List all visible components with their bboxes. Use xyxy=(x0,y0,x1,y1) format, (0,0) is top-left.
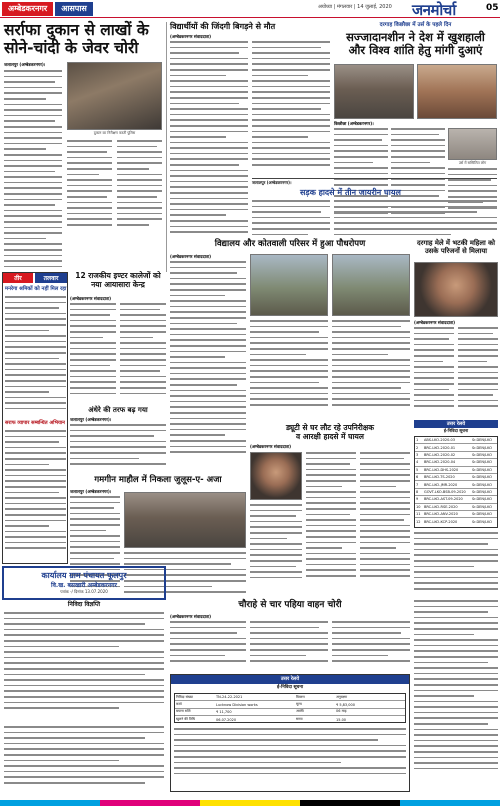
jewellery-shop-photo xyxy=(67,62,162,130)
table-row: 4 BRC-LKO-2020-04 Sr.DEN/LKO xyxy=(415,459,497,466)
duty-story-headline xyxy=(250,424,410,441)
road-story-text-1 xyxy=(252,200,330,240)
procession-photo xyxy=(124,492,246,548)
duty-dateline-wrap xyxy=(250,444,410,452)
lead-headline xyxy=(4,22,174,58)
student-story-dateline: (अम्बेडकरनगर संवाददाता) xyxy=(170,34,212,39)
table-row: कार्य Lucknow Division works मूल्य ₹ 5,83,000 xyxy=(175,701,405,708)
duty-photo xyxy=(250,452,302,500)
gathering-headline-line-1: सज्जादानशीन ने देश में खुशहाली xyxy=(346,30,485,44)
section-city-tag: अम्बेडकरनगर xyxy=(2,2,53,16)
road-story-text-2 xyxy=(334,200,497,240)
table-row: 9 BRC-LKO-AST-09-2020 Sr.DEN/LKO xyxy=(415,496,497,503)
table-row: 8 GOVT-LKO-BSB-09-2020 Sr.DEN/LKO xyxy=(415,489,497,496)
sidebar-text-2 xyxy=(5,430,66,560)
lead-headline-line-2: सोने-चांदी के जेवर चोरी xyxy=(4,38,139,57)
school-story-headline: विद्यालय और कोतवाली परिसर में हुआ पौधरोपण xyxy=(214,239,366,249)
school-photo-1 xyxy=(250,254,328,316)
blind-text xyxy=(70,424,166,472)
tender-right-sub: ई-निविदा सूचना xyxy=(443,428,469,433)
school-dateline: (अम्बेडकरनगर संवाददाता) xyxy=(170,254,212,259)
duty-text-2 xyxy=(360,452,410,592)
dargah-mela-photo xyxy=(414,262,498,317)
theft-text-2 xyxy=(250,621,328,671)
section-area-tag: आसपास xyxy=(55,2,93,16)
computer-text-1 xyxy=(70,303,116,403)
notice-heading: कार्यालय ग्राम पंचायत फूलपुर xyxy=(41,571,127,580)
dargah-headline-line-2: उसके परिजनों से मिलाया xyxy=(424,246,488,255)
sidebar-label: तीर xyxy=(3,273,33,283)
issue-date: अयोध्या | मंगलवार | 14 जुलाई, 2020 xyxy=(318,4,392,10)
school-text-2 xyxy=(250,320,328,420)
computer-story-headline xyxy=(70,272,166,289)
tender-right-heading: उत्तर रेलवे xyxy=(414,420,498,428)
gathering-photo-left xyxy=(334,64,414,119)
computer-headline-line-2: नया आयासारा केन्द्र xyxy=(91,279,145,289)
section-rule xyxy=(252,178,497,179)
computer-dateline: (अम्बेडकरनगर संवाददाता) xyxy=(70,296,112,301)
lead-dateline: जलालपुर (अम्बेडकरनगर)। xyxy=(4,62,46,67)
notice-sub: वि.ख. बसखारी अम्बेडकरनगर xyxy=(51,582,117,589)
lead-headline-line-1: सर्राफा दुकान से लाखों के xyxy=(4,21,149,39)
masthead xyxy=(0,0,500,18)
theft-text-1 xyxy=(170,621,246,671)
tender-small-sub: ई-निविदा सूचना xyxy=(276,685,304,690)
page-number: 05 xyxy=(486,3,499,13)
gathering-headline-line-2: और विश्व शांति हेतु मांगी दुआएं xyxy=(348,43,483,58)
sidebar-tag: तलवार xyxy=(35,273,67,283)
table-row: 5 BRC-LKO-DHS-2020 Sr.DEN/LKO xyxy=(415,467,497,474)
notice-box xyxy=(2,566,166,600)
school-photo-2 xyxy=(332,254,410,316)
student-story-text-2 xyxy=(252,41,330,175)
duty-text-1 xyxy=(306,452,356,592)
table-row: बयाना राशि ₹ 11,700 अवधि 06 माह xyxy=(175,709,405,716)
table-row: 3 BRC-LKO-2020-02 Sr.DEN/LKO xyxy=(415,452,497,459)
right-lower-text xyxy=(414,600,498,792)
lead-text-col-2 xyxy=(67,140,112,230)
sidebar-headline: मनरेगा श्रमिकों को नहीं मिल रहा xyxy=(5,286,67,292)
table-row: निविदा संख्या TN-24-22-2021 विवरण अनुरक्षण xyxy=(175,694,405,701)
procession-dateline: जलालपुर (अम्बेडकरनगर)। xyxy=(70,489,112,494)
tender-small-text xyxy=(174,728,406,788)
table-row: 1 ABS-LKO-2020-03 Sr.DEN/LKO xyxy=(415,437,497,444)
dargah-mela-dateline: (अम्बेडकरनगर संवाददाता) xyxy=(414,320,456,325)
gathering-kicker: दरगाह किछौछा में उर्स के पहले दिन xyxy=(379,22,452,28)
sidebar-sub-headline: सराफ व्यापार सम्बन्धित अभियान xyxy=(5,420,65,426)
newspaper-brand: जनमोर्चा xyxy=(412,1,456,19)
gathering-dateline: किछौछा (अम्बेडकरनगर)। xyxy=(334,121,374,126)
notice-text-lower xyxy=(4,726,164,792)
dargah-caption: उर्स में सम्मिलित लोग xyxy=(458,161,487,165)
tender-small-heading: उत्तर रेलवे xyxy=(171,675,409,684)
sidebar-text-1 xyxy=(5,296,66,416)
blind-story-headline: अंधेरे की तरफ बढ़ गया xyxy=(88,406,148,414)
jewellery-shop-caption: दुकान का निरीक्षण करती पुलिस xyxy=(93,131,136,135)
table-row: 10 BRC-LKO-RSE-2020 Sr.DEN/LKO xyxy=(415,504,497,511)
table-row: खुलने की तिथि 06.07.2020 समय 15.00 xyxy=(176,717,347,722)
lead-text-col-1 xyxy=(4,70,62,270)
dargah-photo xyxy=(448,128,497,160)
dargah-mela-text-1 xyxy=(414,327,454,417)
theft-story-headline: चौराहे से चार पहिया वाहन चोरी xyxy=(238,600,342,610)
column-divider xyxy=(166,22,167,272)
table-row: 2 BRC-LKO-2020-01 Sr.DEN/LKO xyxy=(415,444,497,451)
duty-dateline: (अम्बेडकरनगर संवाददाता) xyxy=(250,444,292,449)
road-story-headline: सड़क हादसे में तीन जायरीन घायल xyxy=(300,188,401,197)
notice-title: निविदा विज्ञप्ति xyxy=(67,601,101,608)
theft-dateline: (अम्बेडकरनगर संवाददाता) xyxy=(170,614,212,619)
dargah-headline-line-1: दरगाह मेले में भटकी महिला को xyxy=(416,239,496,247)
duty-headline-line-2: व आरक्षी हादसे में घायल xyxy=(296,431,364,441)
school-text-1 xyxy=(170,261,246,471)
computer-headline-line-1: 12 राजकीय इण्टर कालेजों को xyxy=(75,271,161,280)
gathering-photo-right xyxy=(417,64,497,119)
theft-text-3 xyxy=(332,621,410,671)
duty-headline-line-1: ड्यूटी से घर लौट रहे उपनिरीक्षक xyxy=(286,423,374,432)
table-row: 12 BRC-LKO-KCP-2020 Sr.DEN/LKO xyxy=(416,519,492,524)
dargah-story-headline xyxy=(414,240,498,256)
student-story-headline: विद्यार्थीयों की जिंदगी बिगड़ने से मौत xyxy=(170,22,276,31)
table-row: 7 BRC-LKO-JMR-2020 Sr.DEN/LKO xyxy=(415,481,497,488)
tender-right-table xyxy=(414,436,498,528)
lead-text-col-3 xyxy=(117,140,162,230)
procession-story-headline: गमगीन माहौल में निकला जुलूस-ए- अजा xyxy=(94,475,222,485)
notice-ref: पत्रांक -/ दिनांक 13.07.2020 xyxy=(60,589,108,594)
dargah-mela-text-2 xyxy=(458,327,498,417)
computer-text-2 xyxy=(120,303,166,403)
table-row: 6 BRC-LKO-TS-2020 Sr.DEN/LKO xyxy=(415,474,497,481)
school-text-3 xyxy=(332,320,410,420)
gathering-headline xyxy=(334,31,497,57)
colour-registration-strip xyxy=(0,800,500,806)
blind-dateline: जलालपुर (अम्बेडकरनगर)। xyxy=(70,417,112,422)
tender-small-table xyxy=(174,693,406,723)
notice-text xyxy=(4,612,164,722)
student-story-text-1 xyxy=(170,41,248,237)
duty-text-3 xyxy=(250,504,302,594)
tender-right-footnotes xyxy=(414,532,498,598)
table-row: 11 BRC-LKO-ANV-2020 Sr.DEN/LKO xyxy=(415,511,497,518)
road-story-dateline: जलालपुर (अम्बेडकरनगर)। xyxy=(252,180,292,185)
